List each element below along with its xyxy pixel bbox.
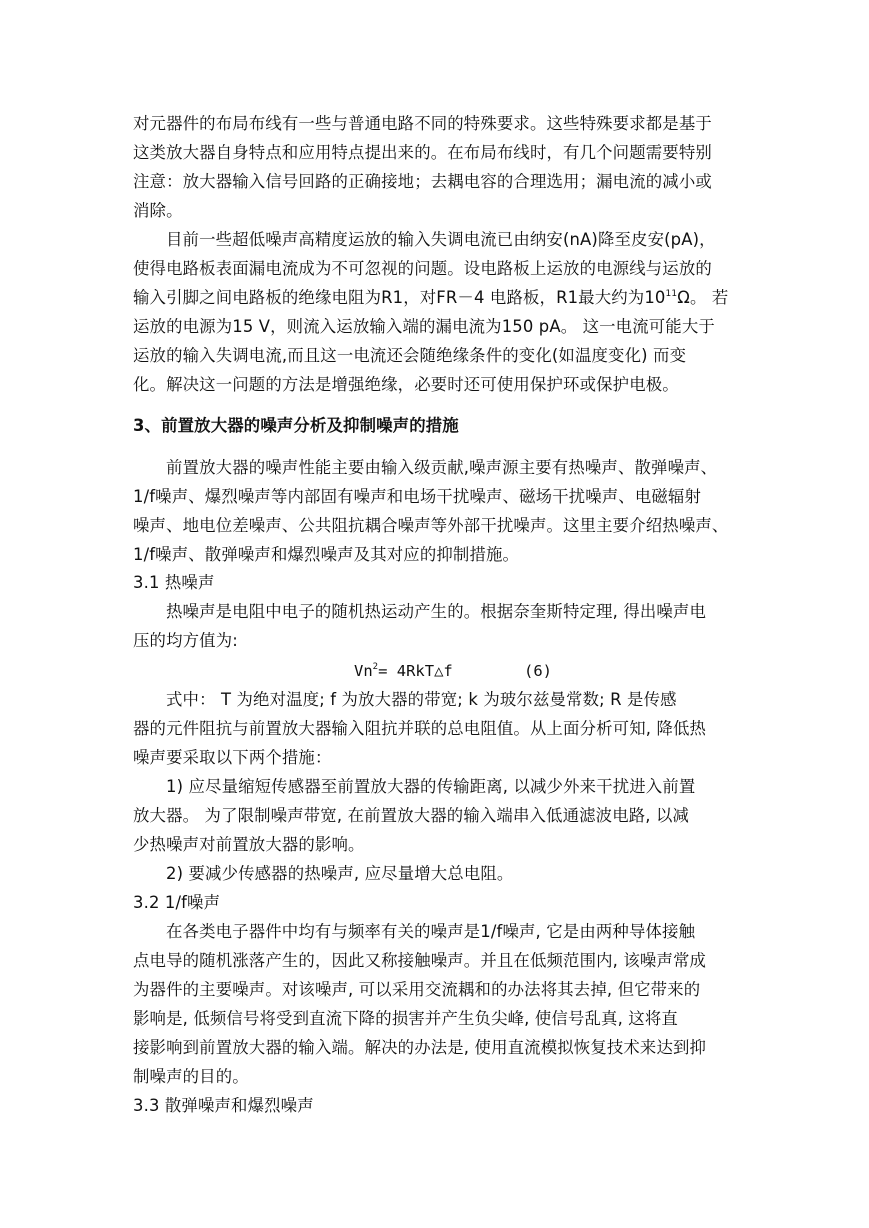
section-3-3-heading: 3.3 散弹噪声和爆烈噪声 [133, 1096, 314, 1115]
section-3-2-heading: 3.2 1/f噪声 [133, 893, 221, 912]
measure-1-line-3: 少热噪声对前置放大器的影响。 [133, 835, 365, 854]
paragraph-2-line-4: 运放的电源为15 V，则流入运放输入端的漏电流为150 pA。 这一电流可能大于 [133, 317, 715, 336]
paragraph-6-line-2: 点电导的随机涨落产生的，因此又称接触噪声。并且在低频范围内, 该噪声常成 [133, 951, 707, 970]
noise-equation [354, 659, 552, 683]
paragraph-2-line-1: 目前一些超低噪声高精度运放的输入失调电流已由纳安(nA)降至皮安(pA)， [166, 230, 716, 249]
measure-1-line-1: 1) 应尽量缩短传感器至前置放大器的传输距离, 以减少外来干扰进入前置 [166, 777, 696, 796]
paragraph-2-line-3 [133, 286, 753, 310]
measure-1-line-2: 放大器。 为了限制噪声带宽, 在前置放大器的输入端串入低通滤波电路, 以减 [133, 806, 690, 825]
equation-rhs: = 4RkT△f [378, 662, 453, 680]
paragraph-4-line-2: 压的均方值为: [133, 631, 238, 650]
paragraph-2-line-5: 运放的输入失调电流,而且这一电流还会随绝缘条件的变化(如温度变化) 而变 [133, 346, 687, 365]
paragraph-6-line-4: 影响是, 低频信号将受到直流下降的损害并产生负尖峰, 使信号乱真, 这将直 [133, 1009, 678, 1028]
paragraph-5-line-1: 式中： T 为绝对温度; f 为放大器的带宽; k 为玻尔兹曼常数; R 是传感 [166, 690, 677, 709]
section-3-1-heading: 3.1 热噪声 [133, 573, 215, 592]
paragraph-5-line-2: 器的元件阻抗与前置放大器输入阻抗并联的总电阻值。从上面分析可知, 降低热 [133, 719, 707, 738]
paragraph-4-line-1: 热噪声是电阻中电子的随机热运动产生的。根据奈奎斯特定理, 得出噪声电 [166, 602, 707, 621]
paragraph-6-line-3: 为器件的主要噪声。对该噪声, 可以采用交流耦和的办法将其去掉, 但它带来的 [133, 980, 701, 999]
equation-number: (6) [524, 662, 552, 680]
paragraph-3-line-3: 噪声、地电位差噪声、公共阻抗耦合噪声等外部干扰噪声。这里主要介绍热噪声、 [133, 516, 729, 535]
paragraph-3-line-1: 前置放大器的噪声性能主要由输入级贡献,噪声源主要有热噪声、散弹噪声、 [166, 458, 718, 477]
paragraph-1-line-2: 这类放大器自身特点和应用特点提出来的。在布局布线时，有几个问题需要特别 [133, 143, 712, 162]
paragraph-2-line-3-text: 输入引脚之间电路板的绝缘电阻为R1，对FR－4 电路板，R1最大约为10 [133, 288, 666, 307]
paragraph-3-line-2: 1/f噪声、爆烈噪声等内部固有噪声和电场干扰噪声、磁场干扰噪声、电磁辐射 [133, 487, 702, 506]
paragraph-2-line-2: 使得电路板表面漏电流成为不可忽视的问题。设电路板上运放的电源线与运放的 [133, 259, 712, 278]
section-3-heading: 3、前置放大器的噪声分析及抑制噪声的措施 [133, 416, 459, 435]
exponent-11: 11 [665, 289, 678, 299]
paragraph-5-line-3: 噪声要采取以下两个措施： [133, 748, 332, 767]
paragraph-2-line-3-tail: Ω。 若 [677, 288, 729, 307]
equation-exponent: 2 [372, 662, 379, 672]
paragraph-2-line-6: 化。解决这一问题的方法是增强绝缘，必要时还可使用保护环或保护电极。 [133, 375, 679, 394]
paragraph-1-line-4: 消除。 [133, 201, 183, 220]
paragraph-6-line-1: 在各类电子器件中均有与频率有关的噪声是1/f噪声, 它是由两种导体接触 [166, 922, 696, 941]
equation-lhs: Vn [354, 662, 373, 680]
paragraph-3-line-4: 1/f噪声、散弹噪声和爆烈噪声及其对应的抑制措施。 [133, 545, 520, 564]
paragraph-1-line-1: 对元器件的布局布线有一些与普通电路不同的特殊要求。这些特殊要求都是基于 [133, 114, 712, 133]
measure-2-line-1: 2) 要减少传感器的热噪声, 应尽量增大总电阻。 [166, 864, 514, 883]
paragraph-6-line-6: 制噪声的目的。 [133, 1067, 249, 1086]
paragraph-1-line-3: 注意：放大器输入信号回路的正确接地；去耦电容的合理选用；漏电流的减小或 [133, 172, 712, 191]
paragraph-6-line-5: 接影响到前置放大器的输入端。解决的办法是, 使用直流模拟恢复技术来达到抑 [133, 1038, 707, 1057]
